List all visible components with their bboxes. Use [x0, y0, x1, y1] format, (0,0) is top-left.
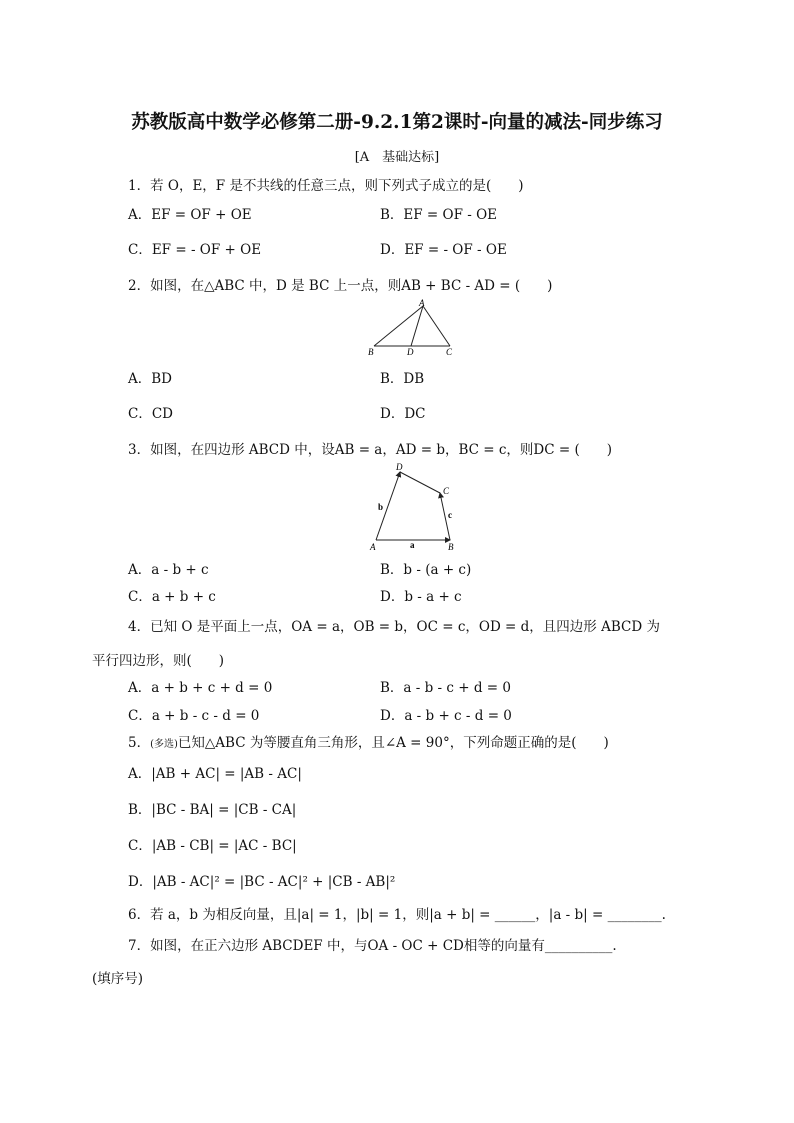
vertex-label-c: C — [446, 347, 453, 357]
vertex-label-b: B — [448, 542, 454, 552]
section-heading: [A 基础达标] — [354, 150, 440, 165]
question-2-option-b: B．DB — [380, 371, 425, 387]
question-4-stem-line1: 4．已知 O 是平面上一点，OA = a，OB = b，OC = c，OD = d，且四边形 ABCD 为 — [128, 619, 660, 635]
question-2-stem: 2．如图，在△ABC 中，D 是 BC 上一点，则AB + BC - AD = ( ) — [128, 278, 553, 294]
question-2-option-a: A．BD — [128, 371, 172, 387]
question-5-option-d: D．|AB - AC|² = |BC - AC|² + |CB - AB|² — [128, 874, 396, 890]
quadrilateral-figure — [366, 460, 462, 554]
question-1-option-a: A．EF = OF + OE — [128, 207, 252, 223]
question-5-option-a: A．|AB + AC| = |AB - AC| — [128, 766, 302, 782]
question-4-option-a: A．a + b + c + d = 0 — [128, 680, 273, 696]
question-4-stem-line2: 平行四边形，则( ) — [92, 653, 225, 669]
question-3-option-a: A．a - b + c — [128, 562, 209, 578]
vertex-label-c: C — [443, 486, 450, 496]
question-5-stem — [128, 731, 609, 751]
vertex-label-a: A — [370, 542, 376, 552]
vertex-label-d: D — [396, 462, 403, 472]
multi-select-tag: (多选) — [150, 739, 178, 750]
question-4-option-c: C．a + b - c - d = 0 — [128, 708, 260, 724]
question-4-option-b: B．a - b - c + d = 0 — [380, 680, 511, 696]
question-1-option-b: B．EF = OF - OE — [380, 207, 498, 223]
question-7-stem: 7．如图，在正六边形 ABCDEF 中，与OA - OC + CD相等的向量有__________. — [128, 938, 617, 954]
question-5-text: 已知△ABC 为等腰直角三角形，且∠A = 90°，下列命题正确的是( ) — [177, 735, 609, 751]
question-3-stem: 3．如图，在四边形 ABCD 中，设AB = a，AD = b，BC = c，则DC = ( ) — [128, 442, 613, 458]
vertex-label-b: B — [368, 347, 374, 357]
question-1-option-c: C．EF = - OF + OE — [128, 242, 262, 258]
vector-label-c: c — [448, 510, 452, 520]
question-3-option-c: C．a + b + c — [128, 589, 216, 605]
triangle-figure — [366, 298, 460, 358]
question-6-stem: 6．若 a，b 为相反向量，且|a| = 1，|b| = 1，则|a + b| = ______，|a - b| = ________. — [128, 907, 666, 923]
question-1-stem: 1．若 O，E，F 是不共线的任意三点，则下列式子成立的是( ) — [128, 178, 524, 194]
question-4-option-d: D．a - b + c - d = 0 — [380, 708, 512, 724]
vertex-label-d: D — [407, 347, 414, 357]
page-title: 苏教版高中数学必修第二册-9.2.1第2课时-向量的减法-同步练习 — [131, 112, 663, 133]
question-5-option-c: C．|AB - CB| = |AC - BC| — [128, 838, 297, 854]
question-2-option-d: D．DC — [380, 406, 426, 422]
question-5-option-b: B．|BC - BA| = |CB - CA| — [128, 802, 297, 818]
question-3-option-b: B．b - (a + c) — [380, 562, 472, 578]
vertex-label-a: A — [419, 298, 425, 308]
vector-label-a: a — [410, 540, 415, 550]
question-7-note: (填序号) — [92, 971, 144, 987]
question-3-option-d: D．b - a + c — [380, 589, 462, 605]
vector-label-b: b — [378, 502, 384, 512]
question-2-option-c: C．CD — [128, 406, 173, 422]
question-5-number: 5． — [128, 735, 151, 751]
question-1-option-d: D．EF = - OF - OE — [380, 242, 507, 258]
